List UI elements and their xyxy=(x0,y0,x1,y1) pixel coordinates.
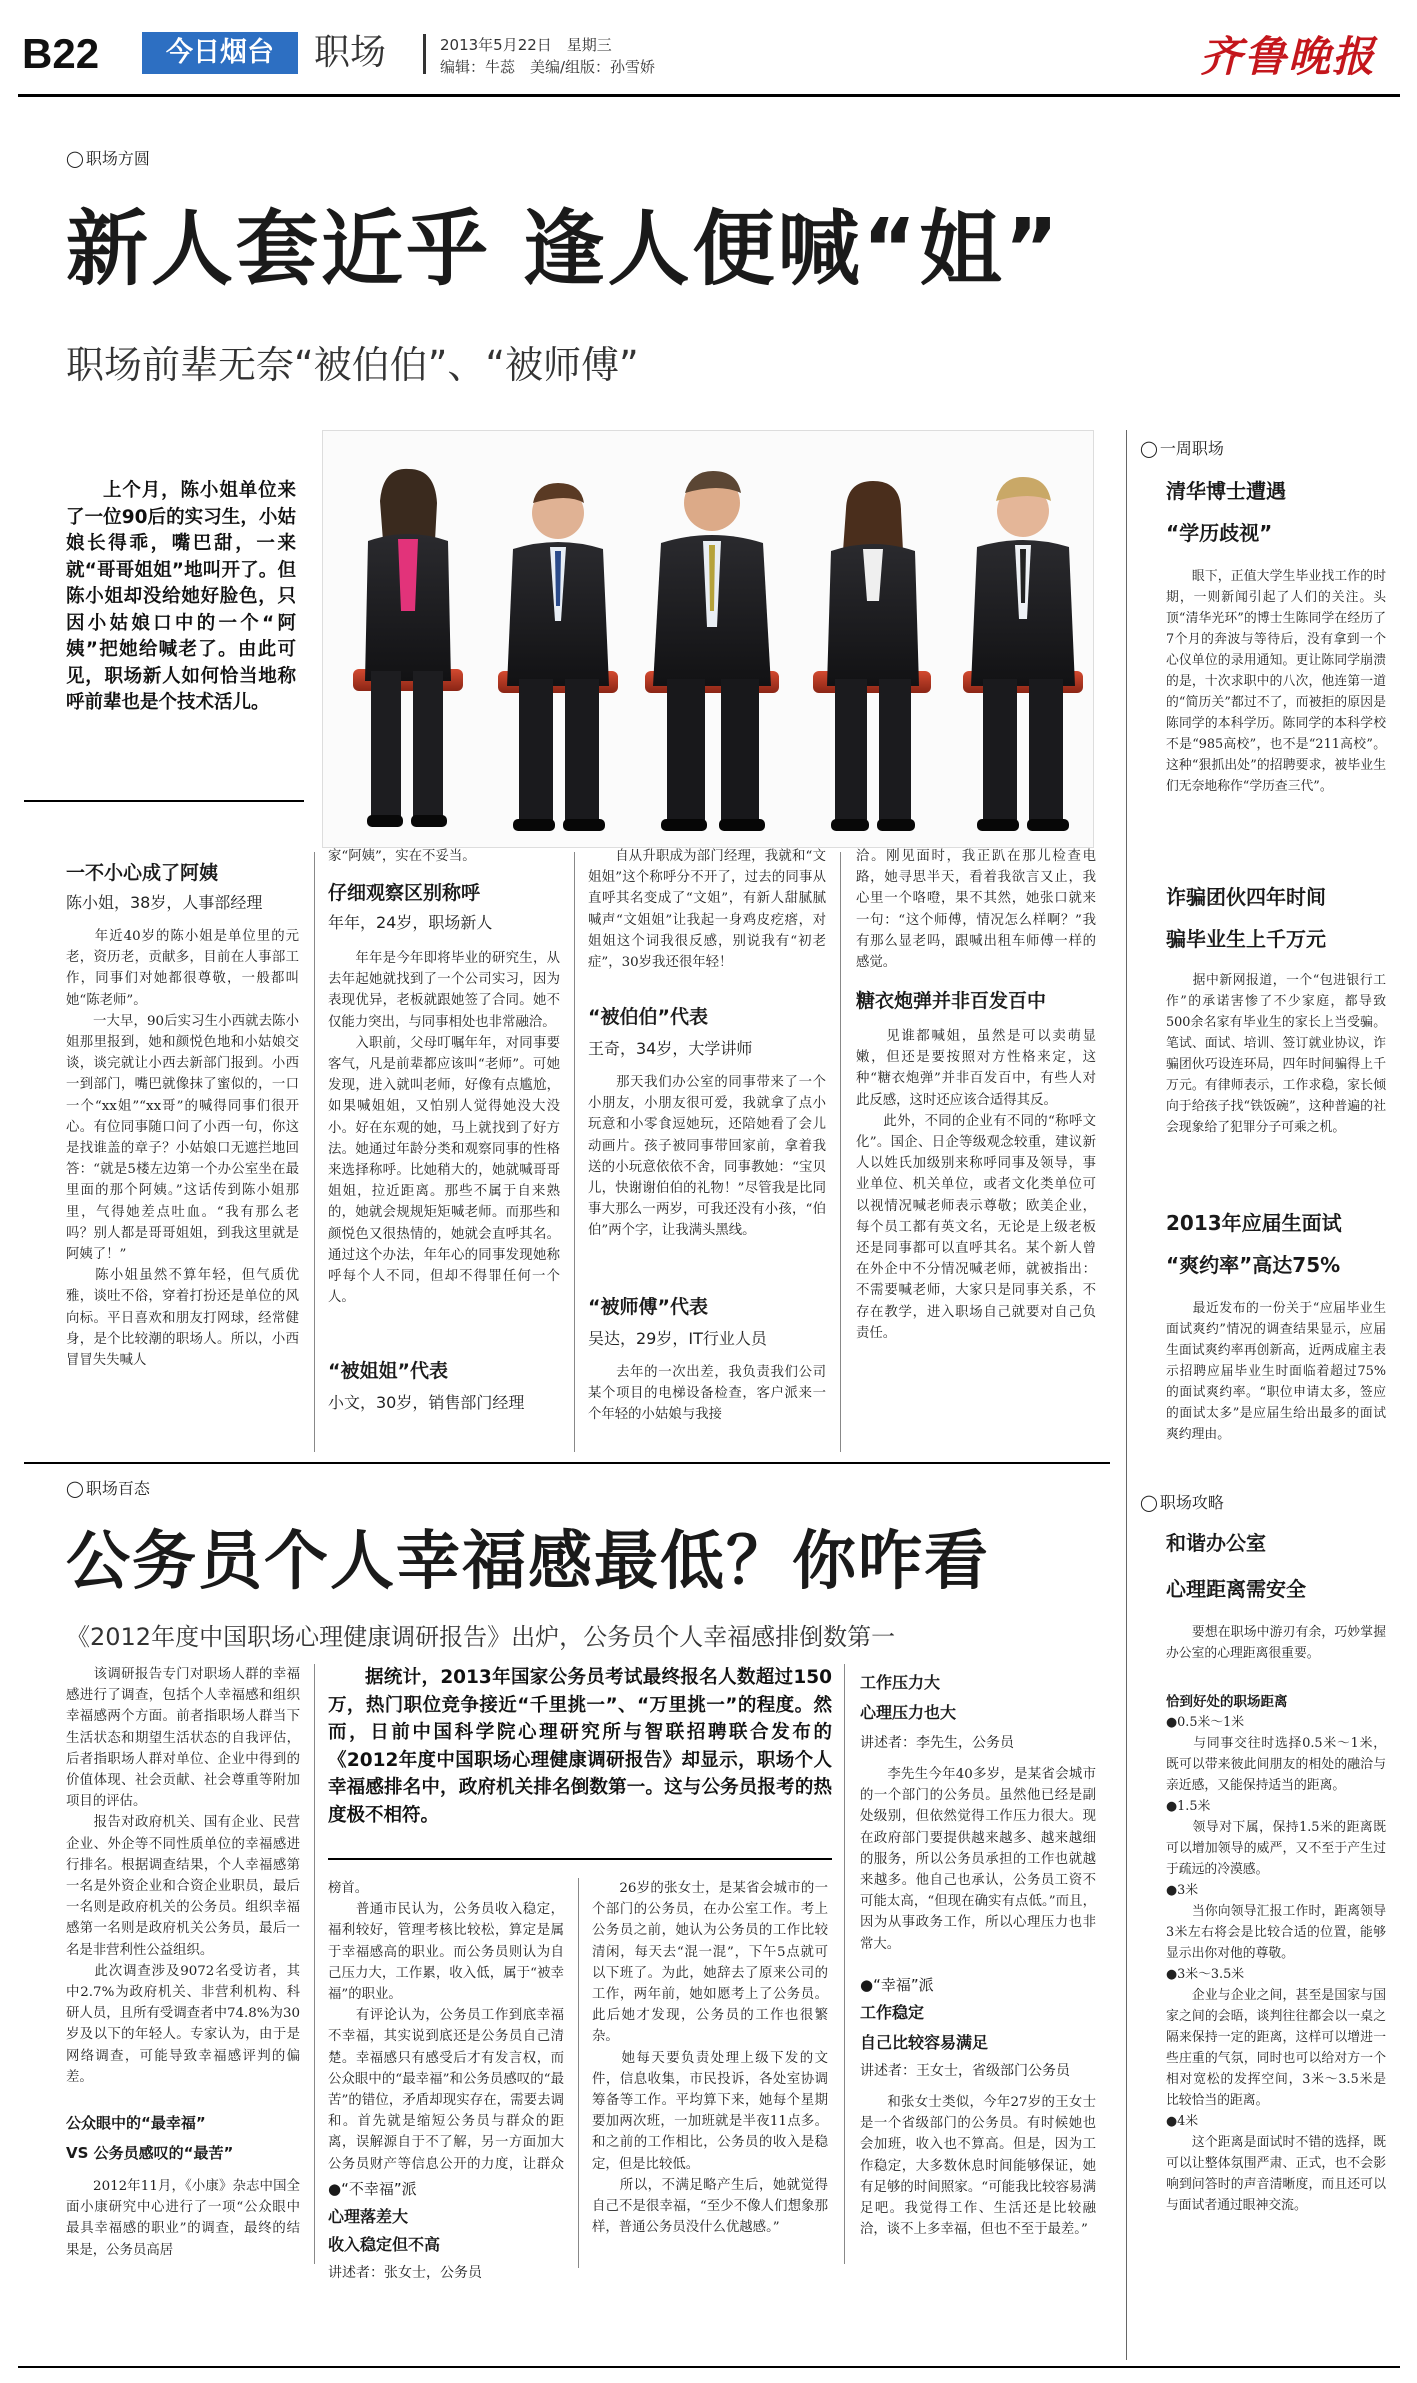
col-divider xyxy=(840,852,841,1452)
section-label-career: ◯ 职场方圆 xyxy=(66,146,150,169)
a2-col2-heading-2: 收入稳定但不高 xyxy=(328,2235,441,2254)
col1-byline: 陈小姐，38岁，人事部经理 xyxy=(66,893,263,912)
a2-col4-byline-1: 讲述者：李先生，公务员 xyxy=(860,1735,1014,1751)
photo-illustration xyxy=(323,431,1094,848)
col3-heading-a: “被伯伯”代表 xyxy=(588,1006,708,1028)
sidebar-heading-1b: “学历歧视” xyxy=(1166,521,1273,545)
col3-body-a: 自从升职成为部门经理，我就和“文姐姐”这个称呼分不开了，过去的同事从直呼其名变成了“文姐”，有新人甜腻腻喊声“文姐姐”让我起一身鸡皮疙瘩，对姐姐这个词我很反感，别说我有“初老症”，30岁我还很年轻！ xyxy=(588,849,826,971)
a2-col4-heading-2: 心理压力也大 xyxy=(860,1703,957,1722)
a2-col4-heading-1: 工作压力大 xyxy=(860,1673,941,1692)
header-editors: 编辑：牛蕊 美编/组版：孙雪娇 xyxy=(440,58,656,76)
a2-col4-byline-2: 讲述者：王女士，省级部门公务员 xyxy=(860,2063,1070,2079)
header-date: 2013年5月22日 星期三 xyxy=(440,36,612,54)
a2-col1-heading-1: 公众眼中的“最幸福” xyxy=(66,2114,206,2132)
a2-lead: 据统计，2013年国家公务员考试最终报名人数超过150万，热门职位竞争接近“千里挑一”、“万里挑一”的程度。然而，日前中国科学院心理研究所与智联招聘联合发布的《2012年度中国职场心理健康调研报告》却显示，职场个人幸福感排名中，政府机关排名倒数第一。这与公务员报考的热度极不相符。 xyxy=(328,1667,832,1826)
sidebar-heading-4b: 心理距离需安全 xyxy=(1166,1577,1306,1601)
col2-body-b: 年年是今年即将毕业的研究生，从去年起她就找到了一个公司实习，因为表现优异，老板就跟她签了合同。她不仅能力突出，与同事相处也非常融洽。 入职前，父母叮嘱年年，对同事要客气，凡是前辈都应该叫“老师”。可她发现，进入就叫老师，好像有点尴尬，如果喊姐姐，又怕别人觉得她没大没小。好在东观的她，马上就找到了好方法。她通过年龄分类和观察同事的性格来选择称呼。比她稍大的，她就喊哥哥姐姐，拉近距离。那些不属于自来熟的，她就会规规矩矩喊老师。而那些和颜悦色又很热情的，她就会直呼其名。通过这个办法，年年心的同事发现她称呼每个人不同，但却不得罪任何一个人。 xyxy=(328,951,560,1306)
a2-col4-tag: ●“幸福”派 xyxy=(860,1976,934,1994)
sidebar-divider xyxy=(1126,430,1127,2360)
headline-2: 公务员个人幸福感最低？你咋看 xyxy=(66,1525,990,1599)
col-divider xyxy=(844,1664,845,2264)
lead2-underline xyxy=(328,1858,832,1860)
page-number: B22 xyxy=(22,30,100,77)
col4-body-b: 见谁都喊姐，虽然是可以卖萌显嫩，但还是要按照对方性格来定，这种“糖衣炮弹”并非百发百中，有些人对此反感，这时还应该合适得其反。 此外，不同的企业有不同的“称呼文化”。国企、日企等级观念较重，建议新人以姓氏加级别来称呼同事及领导，事业单位、机关单位，或者文化类单位可以视情况喊老师表示尊敬；欧美企业，每个员工都有英文名，无论是上级老板还是同事都可以直呼其名。某个新人曾在外企中不分情况喊老师，就被指出：不需要喊老师，大家只是同事关系，不存在教学，进入职场自己就要对自己负责任。 xyxy=(856,1029,1096,1341)
newspaper-logo: 齐鲁晚报 xyxy=(1200,32,1377,81)
article-separator xyxy=(24,1462,1110,1464)
subheadline-2: 《2012年度中国职场心理健康调研报告》出炉，公务员个人幸福感排倒数第一 xyxy=(66,1623,896,1651)
col2-byline-b: 小文，30岁，销售部门经理 xyxy=(328,1393,525,1412)
a2-col3-body: 26岁的张女士，是某省会城市的一个部门的公务员，在办公室工作。考上公务员之前，她认为公务员的工作比较清闲，每天去“混一混”，下午5点就可以下班了。为此，她辞去了原来公司的工作，两年前，她如愿考上了公务员。此后她才发现，公务员的工作也很繁杂。 她每天要负责处理上级下发的文件，信息收集，市民投诉，各处室协调筹备等工作。平均算下来，她每个星期要加两次班，一加班就是半夜11点多。和之前的工作相比，公务员的收入是稳定，但是比较低。 所以，不满足略产生后，她就觉得自己不是很幸福，“至少不像人们想象那样，普通公务员没什么优越感。” xyxy=(592,1881,828,2236)
sidebar-body-2: 据中新网报道，一个“包进银行工作”的承诺害惨了不少家庭，都导致500余名家有毕业生的家长上当受骗。笔试、面试、培训、签订就业协议，诈骗团伙巧设连环局，四年时间骗得上千万元。有律师表示，工作求稳，家长倾向于给孩子找“铁饭碗”，这种普遍的社会现象给了犯罪分子可乘之机。 xyxy=(1166,973,1386,1135)
sidebar-body-4b: ●0.5米～1米 与同事交往时选择0.5米～1米，既可以带来彼此间朋友的相处的融洽与亲近感，又能保持适当的距离。 ●1.5米 领导对下属，保持1.5米的距离既可以增加领导的威严，又不至于产生过于疏远的冷漠感。 ●3米 当你向领导汇报工作时，距离领导3米左右将会是比较合适的位置，能够显示出你对他的尊敬。 ●3米～3.5米 企业与企业之间，甚至是国家与国家之间的会晤，谈判往往都会以一桌之隔来保持一定的距离，这样可以增进一些庄重的气氛，同时也可以给对方一个相对宽松的发挥空间，3米～3.5米是比较恰当的距离。 ●4米 这个距离是面试时不错的选择，既可以让整体氛围严肃、正式，也不会影响到问答时的声音清晰度，而且还可以与面试者通过眼神交流。 xyxy=(1166,1715,1386,2213)
col4-body-a: 洽。刚见面时，我正趴在那儿检查电路，她寻思半天，看着我欲言又止，我心里一个咯噔，果不其然，她张口就来一句：“这个师傅，情况怎么样啊？”我有那么显老吗，跟喊出租车师傅一样的感觉。 xyxy=(856,849,1096,971)
col3-body-b: 那天我们办公室的同事带来了一个小朋友，小朋友很可爱，我就拿了点小玩意和小零食逗她玩，还陪她看了会儿动画片。孩子被同事带回家前，拿着我送的小玩意依依不舍，同事教她：“宝贝儿，快谢谢伯伯的礼物！”尽管我是比同事大那么一两岁，可我还没有小孩，“伯伯”两个字，让我满头黑线。 xyxy=(588,1075,826,1239)
sidebar-heading-3b: “爽约率”高达75% xyxy=(1166,1253,1341,1277)
col2-body-a: 家“阿姨”，实在不妥当。 xyxy=(328,849,476,864)
header xyxy=(0,0,1417,96)
col2-byline-a: 年年，24岁，职场新人 xyxy=(328,913,493,932)
sidebar-heading-3a: 2013年应届生面试 xyxy=(1166,1211,1342,1235)
col1-body: 年近40岁的陈小姐是单位里的元老，资历老，贡献多，目前在人事部工作，同事们对她都很尊敬，一般都叫她“陈老师”。 一大早，90后实习生小西就去陈小姐那里报到，她和颜悦色地和小姑娘交谈，谈完就让小西去新部门报到。小西一到部门，嘴巴就像抹了蜜似的，一口一个“xx姐”“xx哥”的喊得同事们很开心。有位同事随口问了小西一句，你这是找谁盖的章子？小姑娘口无遮拦地回答：“就是5楼左边第一个办公室坐在最里面的那个阿姨。”这话传到陈小姐那里，气得她差点吐血。“我有那么老吗？别人都是哥哥姐姐，到我这里就是阿姨了！” 陈小姐虽然不算年轻，但气质优雅，谈吐不俗，穿着打扮还是单位的风向标。平日喜欢和朋友打网球，经常健身，是个比较潮的职场人。所以，小西冒冒失失喊人 xyxy=(66,929,299,1369)
header-rule xyxy=(18,94,1400,97)
sidebar-heading-2a: 诈骗团伙四年时间 xyxy=(1166,885,1326,909)
col3-heading-b: “被师傅”代表 xyxy=(588,1296,708,1318)
sidebar-heading-2b: 骗毕业生上千万元 xyxy=(1166,927,1326,951)
col4-heading: 糖衣炮弹并非百发百中 xyxy=(856,990,1047,1012)
sidebar-subheading: 恰到好处的职场距离 xyxy=(1166,1694,1288,1710)
subheadline-1: 职场前辈无奈“被伯伯”、“被师傅” xyxy=(66,343,639,387)
sidebar-body-3: 最近发布的一份关于“应届毕业生面试爽约”情况的调查结果显示，应届生面试爽约率再创新高，近两成雇主表示招聘应届毕业生时面临着超过75%的面试爽约率。“职位申请太多，签应的面试太多”是应届生给出最多的面试爽约理由。 xyxy=(1166,1301,1386,1442)
a2-col1-body-2: 2012年11月，《小康》杂志中国全面小康研究中心进行了一项“公众眼中最具幸福感的职业”的调查，最终的结果是，公务员高居 xyxy=(66,2179,300,2258)
office-staff-photo xyxy=(322,430,1094,848)
a2-col2-tag: ●“不幸福”派 xyxy=(328,2180,417,2198)
sidebar-heading-4a: 和谐办公室 xyxy=(1166,1531,1266,1555)
sidebar-body-4a: 要想在职场中游刃有余，巧妙掌握办公室的心理距离很重要。 xyxy=(1166,1625,1386,1661)
a2-col2-byline: 讲述者：张女士，公务员 xyxy=(328,2265,482,2281)
col2-heading-b: “被姐姐”代表 xyxy=(328,1360,448,1382)
section-label-workplace: ◯ 职场百态 xyxy=(66,1476,150,1499)
col2-heading-a: 仔细观察区别称呼 xyxy=(328,882,481,904)
col-divider xyxy=(314,1664,315,2264)
headline-1: 新人套近乎 逢人便喊“姐” xyxy=(66,202,1062,297)
a2-col1-body: 该调研报告专门对职场人群的幸福感进行了调查，包括个人幸福感和组织幸福感两个方面。前者指职场人群当下生活状态和期望生活状态的自我评估，后者指职场人群对单位、企业中得到的价值体现、社会贡献、社会尊重等附加项目的评估。 报告对政府机关、国有企业、民营企业、外企等不同性质单位的幸福感进行排名。根据调查结果，个人幸福感第一名是外资企业和合资企业职员，最后一名则是政府机关的公务员。组织幸福感第一名则是政府机关公务员，最后一名是非营利性公益组织。 此次调查涉及9072名受访者，其中2.7%为政府机关、非营利机构、科研人员，且所有受调查者中74.8%为30岁及以下的年轻人。专家认为，由于是网络调查，可能导致幸福感评判的偏差。 xyxy=(66,1667,300,2085)
col3-byline-b: 吴达，29岁，IT行业人员 xyxy=(588,1329,767,1348)
a2-col1-heading-2: VS 公务员感叹的“最苦” xyxy=(66,2144,234,2162)
lead-underline xyxy=(24,800,304,802)
sidebar-heading-1a: 清华博士遭遇 xyxy=(1166,479,1286,503)
article1-lead: 上个月，陈小姐单位来了一位90后的实习生，小姑娘长得乖，嘴巴甜，一来就“哥哥姐姐”地叫开了。但陈小姐却没给她好脸色，只因小姑娘口中的一个“阿姨”把她给喊老了。由此可见，职场新人如何恰当地称呼前辈也是个技术活儿。 xyxy=(66,480,296,713)
header-divider xyxy=(423,34,426,74)
col1-heading: 一不小心成了阿姨 xyxy=(66,862,219,884)
a2-col2-body: 榜首。 普通市民认为，公务员收入稳定，福利较好，管理考核比较松，算定是属于幸福感高的职业。而公务员则认为自己压力大，工作累，收入低，属于“被幸福”的职业。 有评论认为，公务员工作到底幸福不幸福，其实说到底还是公务员自己清楚。幸福感只有感受后才有发言权，而公众眼中的“最幸福”和公务员感叹的“最苦”的错位，矛盾却现实存在，需要去调和。首先就是缩短公务员与群众的距离，误解源自于不了解，另一方面加大公务员财产等信息公开的力度，让群众 xyxy=(328,1881,564,2172)
col-divider xyxy=(574,852,575,1452)
section-name: 职场 xyxy=(314,32,387,73)
sidebar-label-tips: ◯ 职场攻略 xyxy=(1140,1490,1224,1513)
sidebar-label-weekly: ◯ 一周职场 xyxy=(1140,436,1224,459)
a2-col4-heading-4: 自己比较容易满足 xyxy=(860,2033,989,2052)
a2-col2-heading-1: 心理落差大 xyxy=(328,2207,409,2226)
col3-byline-a: 王奇，34岁，大学讲师 xyxy=(588,1039,753,1058)
a2-col4-heading-3: 工作稳定 xyxy=(860,2003,925,2022)
a2-col4-body-2: 和张女士类似，今年27岁的王女士是一个省级部门的公务员。有时候她也会加班，收入也不算高。但是，因为工作稳定，大多数休息时间能够保证，她有足够的时间照家。“可能我比较容易满足吧。我觉得工作、生活还是比较融洽，谈不上多幸福，但也不至于最差。” xyxy=(860,2095,1096,2238)
col-divider xyxy=(578,1878,579,2268)
footer-rule xyxy=(18,2366,1400,2368)
section-box: 今日烟台 xyxy=(142,32,298,74)
col3-body-c: 去年的一次出差，我负责我们公司某个项目的电梯设备检查，客户派来一个年轻的小姑娘与我接 xyxy=(588,1365,826,1423)
sidebar-body-1: 眼下，正值大学生毕业找工作的时期，一则新闻引起了人们的关注。头顶“清华光环”的博士生陈同学在经历了7个月的奔波与等待后，没有拿到一个心仪单位的录用通知。更让陈同学崩溃的是，十次求职中的八次，他连第一道的“简历关”都过不了，而被拒的原因是陈同学的本科学历。陈同学的本科学校不是“985高校”，也不是“211高校”。这种“狠抓出处”的招聘要求，被毕业生们无奈地称作“学历查三代”。 xyxy=(1166,569,1386,794)
col-divider xyxy=(314,852,315,1452)
a2-col4-body-1: 李先生今年40多岁，是某省会城市的一个部门的公务员。虽然他已经是副处级别，但依然觉得工作压力很大。现在政府部门要提供越来越多、越来越细的服务，所以公务员承担的工作也就越来越多。他自己也承认，公务员工资不可能太高，“但现在确实有点低。”而且，因为从事政务工作，所以心理压力也非常大。 xyxy=(860,1767,1096,1952)
